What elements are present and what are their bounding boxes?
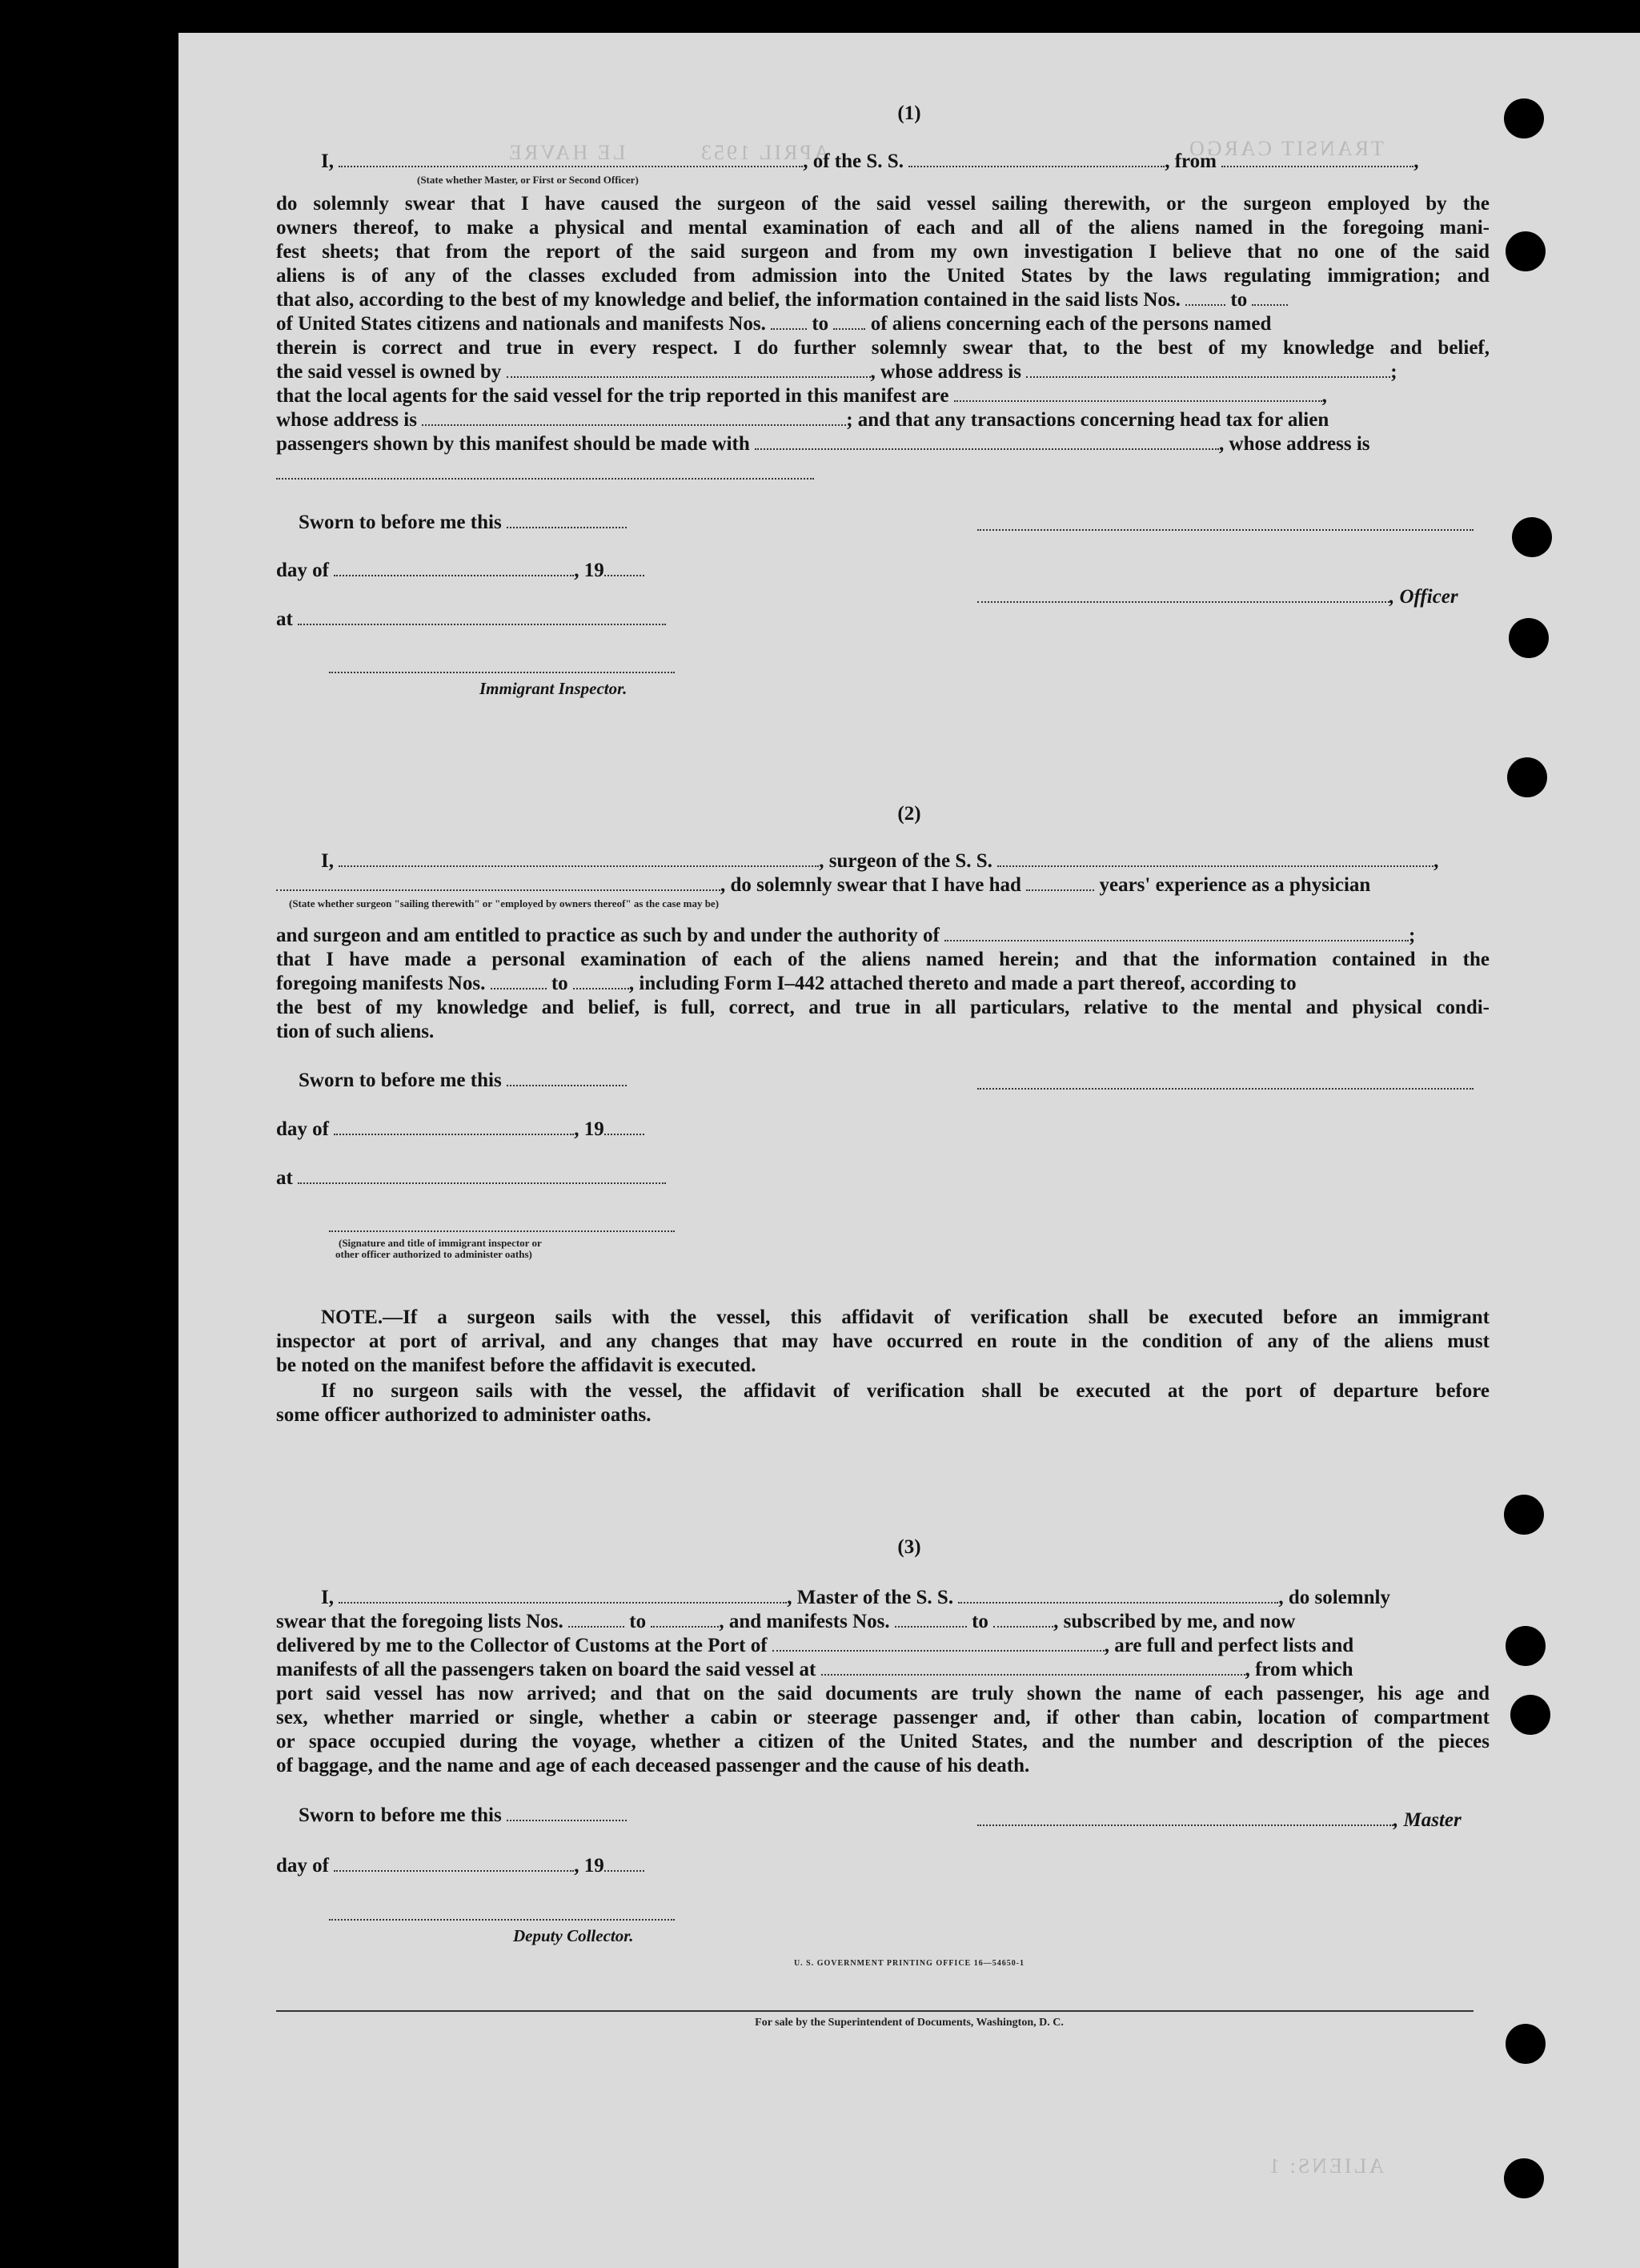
ghost-text-2: LE HAVRE	[507, 141, 626, 164]
punch-hole	[1506, 231, 1546, 271]
section-2-line-6: the best of my knowledge and belief, is full, correct, and true in all particulars, relative to the mental and physical condi-	[276, 997, 1490, 1018]
section-2-line-7: tion of such aliens.	[276, 1021, 435, 1042]
section-1-line: owners thereof, to make a physical and mental examination of each and all of the aliens named in the foregoing mani-	[276, 217, 1490, 239]
section-3-day-of: day of , 19	[276, 1854, 644, 1878]
ghost-text-1: TRANSIT CARGO	[1187, 137, 1384, 160]
section-2-line-2: , do solemnly swear that I have had years' experience as a physician	[276, 873, 1490, 897]
section-3-master: , Master	[977, 1808, 1462, 1832]
section-2-line-1: I, , surgeon of the S. S. ,	[321, 850, 1439, 872]
section-2-at: at	[276, 1166, 666, 1190]
signature-note-2: other officer authorized to administer oaths)	[335, 1248, 532, 1260]
surgeon-note: (State whether surgeon "sailing therewith" or "employed by owners thereof" as the case may be)	[289, 897, 720, 909]
immigrant-inspector-label: Immigrant Inspector.	[479, 679, 628, 698]
section-2-line-3: and surgeon and am entitled to practice as such by and under the authority of ;	[276, 925, 1416, 946]
section-1-line-11: passengers shown by this manifest should be made with , whose address is	[276, 433, 1370, 455]
section-1-line-10: whose address is ; and that any transactions concerning head tax for alien	[276, 409, 1329, 431]
section-1-line-8: the said vessel is owned by , whose address is ;	[276, 361, 1397, 383]
note-line: NOTE.—If a surgeon sails with the vessel, this affidavit of verification shall be executed before an immigrant	[321, 1307, 1490, 1328]
section-3-line-3: delivered by me to the Collector of Customs at the Port of , are full and perfect lists and	[276, 1635, 1354, 1656]
section-1-sworn: Sworn to before me this	[299, 511, 627, 535]
section-1-line-5: that also, according to the best of my knowledge and belief, the information contained in the said lists Nos. to	[276, 288, 1490, 312]
section-2-heading: (2)	[897, 803, 921, 825]
punch-hole	[1507, 757, 1547, 797]
section-1-line: do solemnly swear that I have caused the surgeon of the said vessel sailing therewith, or the surgeon employed by the	[276, 193, 1490, 215]
footer-rule	[276, 2010, 1474, 2012]
punch-hole	[1512, 517, 1552, 557]
punch-hole	[1506, 1626, 1546, 1666]
punch-hole	[1504, 1495, 1544, 1535]
section-2-day-of: day of , 19	[276, 1118, 644, 1142]
section-2-signature-line	[977, 1088, 1474, 1090]
punch-hole	[1504, 2158, 1544, 2198]
section-1-officer: , Officer	[977, 585, 1458, 609]
note-line: inspector at port of arrival, and any changes that may have occurred en route in the condition of any of the aliens must	[276, 1331, 1490, 1352]
section-1-heading: (1)	[897, 102, 921, 124]
sale-notice: For sale by the Superintendent of Documents, Washington, D. C.	[755, 2017, 1064, 2029]
section-1-line-7: therein is correct and true in every respect. I do further solemnly swear that, to the best of my knowledge and belief,	[276, 337, 1490, 359]
punch-hole	[1510, 1695, 1550, 1735]
section-1-line: aliens is of any of the classes excluded from admission into the United States by the laws regulating immigration; and	[276, 265, 1490, 287]
form-page	[178, 33, 1640, 2268]
ghost-text-3: APRIL 1953	[699, 141, 829, 164]
section-1-line: fest sheets; that from the report of the said surgeon and from my own investigation I believe that no one of the said	[276, 241, 1490, 263]
address-line	[276, 478, 814, 480]
note-line: be noted on the manifest before the affidavit is executed.	[276, 1355, 756, 1376]
section-3-line-1: I, , Master of the S. S. , do solemnly	[321, 1587, 1390, 1608]
deputy-collector-line	[329, 1919, 675, 1921]
master-note: (State whether Master, or First or Second Officer)	[417, 174, 639, 186]
section-3-line: port said vessel has now arrived; and that on the said documents are truly shown the name of each passenger, his age and	[276, 1683, 1490, 1704]
section-3-sworn: Sworn to before me this	[299, 1804, 627, 1828]
section-3-line: of baggage, and the name and age of each deceased passenger and the cause of his death.	[276, 1755, 1030, 1776]
section-1-officer-line-1	[977, 529, 1474, 531]
section-3-line: sex, whether married or single, whether a cabin or steerage passenger and, if other than cabin, location of compartment	[276, 1707, 1490, 1728]
section-2-line-4: that I have made a personal examination of each of the aliens named herein; and that the information contained in the	[276, 949, 1490, 970]
ghost-text-bottom: ALIENS: 1	[1267, 2154, 1385, 2178]
section-1-day-of: day of , 19	[276, 559, 644, 583]
section-2-sworn: Sworn to before me this	[299, 1069, 627, 1093]
inspector-signature-line	[329, 672, 675, 673]
gpo-imprint: U. S. GOVERNMENT PRINTING OFFICE 16—54650-1	[793, 1959, 1025, 1968]
signature-note-1: (Signature and title of immigrant inspector or	[339, 1237, 542, 1249]
deputy-collector-label: Deputy Collector.	[513, 1926, 634, 1945]
section-1-line-6: of United States citizens and nationals and manifests Nos. to of aliens concerning each of the persons named	[276, 313, 1272, 335]
punch-hole	[1509, 618, 1549, 658]
punch-hole	[1506, 2024, 1546, 2064]
section-1-first-line: I, , of the S. S. , from ,	[321, 151, 1419, 172]
section-3-line-4: manifests of all the passengers taken on board the said vessel at , from which	[276, 1659, 1353, 1680]
section-1-at: at	[276, 608, 666, 632]
section-3-heading: (3)	[897, 1536, 921, 1558]
note-line: If no surgeon sails with the vessel, the affidavit of verification shall be executed at the port of departure before	[321, 1380, 1490, 1402]
section-3-line: or space occupied during the voyage, whether a citizen of the United States, and the number and description of the pieces	[276, 1731, 1490, 1752]
section-1-line-9: that the local agents for the said vessel for the trip reported in this manifest are ,	[276, 385, 1327, 407]
section-2-line-5: foregoing manifests Nos. to , including Form I–442 attached thereto and made a part thereof, according to	[276, 973, 1297, 994]
section-3-line-2: swear that the foregoing lists Nos. to , and manifests Nos. to , subscribed by me, and now	[276, 1611, 1296, 1632]
section-2-inspector-line	[329, 1230, 675, 1232]
note-line: some officer authorized to administer oaths.	[276, 1404, 652, 1426]
